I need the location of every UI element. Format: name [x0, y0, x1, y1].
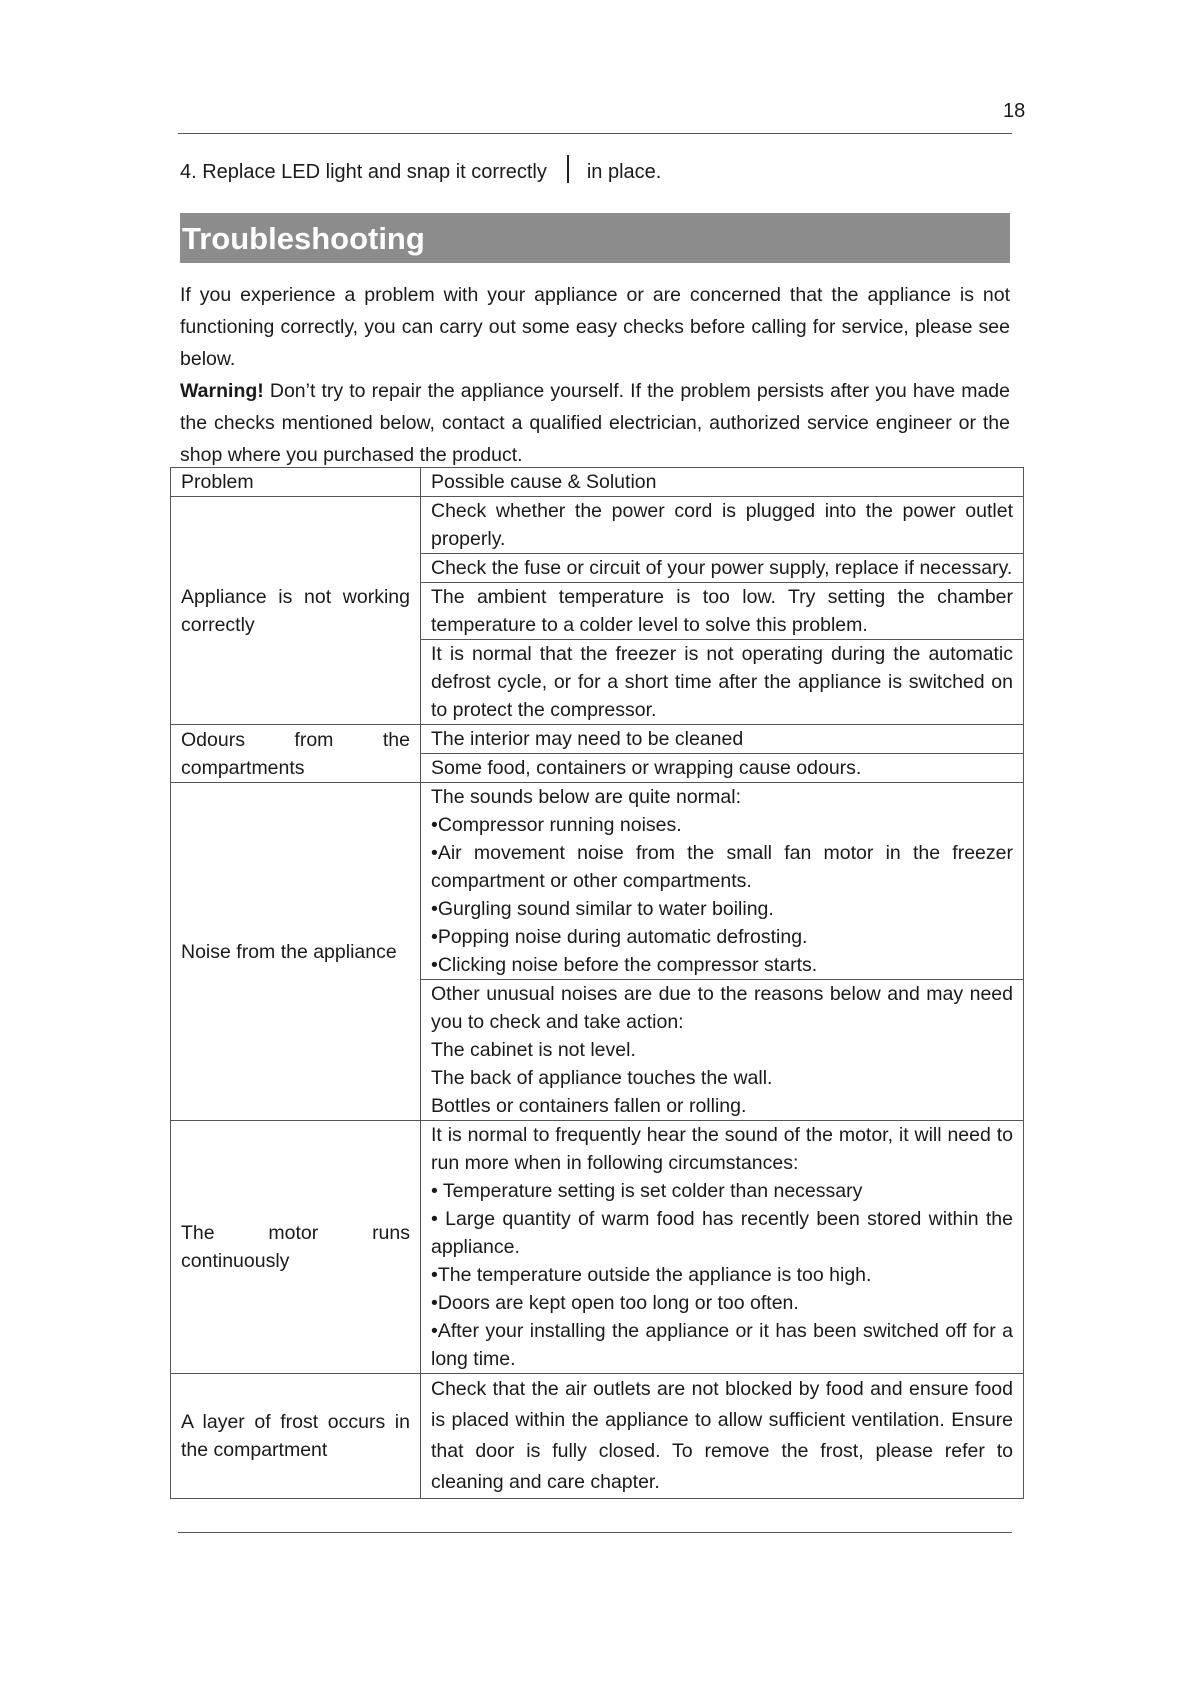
bottom-rule: [178, 1532, 1012, 1533]
solution-cell: [421, 754, 1024, 783]
header-problem: Problem: [171, 468, 421, 497]
table-row: [171, 725, 1024, 754]
solution-cell: [421, 1374, 1024, 1499]
solution-cell: [421, 783, 1024, 980]
table-row: [171, 783, 1024, 980]
section-header-bar: [180, 213, 1010, 263]
solution-line: • Temperature setting is set colder than necessary: [431, 1180, 863, 1202]
problem-cell: Odours from the compartments: [171, 725, 421, 783]
solution-line: •Compressor running noises.: [431, 814, 682, 836]
solution-line: Some food, containers or wrapping cause odours.: [431, 757, 862, 779]
solution-line: •After your installing the appliance or it has been switched off for a long time.: [431, 1320, 1013, 1370]
solution-line: •Gurgling sound similar to water boiling.: [431, 898, 774, 920]
solution-cell: [421, 980, 1024, 1121]
solution-line: •Air movement noise from the small fan motor in the freezer compartment or other compartments.: [431, 842, 1013, 892]
solution-cell: [421, 1121, 1024, 1374]
step-instruction: [180, 155, 661, 184]
problem-cell: The motor runs continuously: [171, 1121, 421, 1374]
solution-cell: [421, 583, 1024, 640]
header-solution: Possible cause & Solution: [421, 468, 1024, 497]
solution-line: The ambient temperature is too low. Try setting the chamber temperature to a colder level to solve this problem.: [431, 586, 1013, 636]
solution-line: •Popping noise during automatic defrosting.: [431, 926, 808, 948]
section-title: Troubleshooting: [182, 221, 425, 256]
solution-line: •Doors are kept open too long or too often.: [431, 1292, 799, 1314]
warning-label: Warning!: [180, 380, 264, 402]
solution-line: •Clicking noise before the compressor starts.: [431, 954, 818, 976]
step-text-end: in place.: [586, 161, 662, 183]
intro-text: If you experience a problem with your appliance or are concerned that the appliance is not functioning correctly, you can carry out some easy checks before calling for service, please see below.: [180, 284, 1010, 370]
solution-line: The interior may need to be cleaned: [431, 728, 744, 750]
warning-text: Don’t try to repair the appliance yourself. If the problem persists after you have made the checks mentioned below, contact a qualified electrician, authorized service engineer or the shop where you purchased the product.: [180, 380, 1010, 466]
intro-paragraph: [180, 279, 1010, 471]
troubleshooting-table: [170, 467, 1024, 1499]
solution-cell: [421, 497, 1024, 554]
solution-line: Check the fuse or circuit of your power supply, replace if necessary.: [431, 557, 1013, 579]
problem-cell: Noise from the appliance: [171, 783, 421, 1121]
problem-cell: A layer of frost occurs in the compartment: [171, 1374, 421, 1499]
solution-cell: [421, 554, 1024, 583]
top-rule: [178, 133, 1012, 134]
solution-line: Bottles or containers fallen or rolling.: [431, 1095, 747, 1117]
solution-line: • Large quantity of warm food has recently been stored within the appliance.: [431, 1208, 1013, 1258]
solution-line: Other unusual noises are due to the reasons below and may need you to check and take action:: [431, 983, 1013, 1033]
problem-cell: Appliance is not working correctly: [171, 497, 421, 725]
solution-cell: [421, 640, 1024, 725]
page-number: 18: [1003, 100, 1026, 122]
solution-line: It is normal to frequently hear the sound of the motor, it will need to run more when in following circumstances:: [431, 1124, 1013, 1174]
solution-line: Check that the air outlets are not blocked by food and ensure food is placed within the appliance to allow sufficient ventilation. Ensure that door is fully closed. To remove the frost, please refer to cleaning and care chapter.: [431, 1378, 1013, 1493]
solution-line: Check whether the power cord is plugged into the power outlet properly.: [431, 500, 1013, 550]
solution-line: The back of appliance touches the wall.: [431, 1067, 773, 1089]
table-row: [171, 1121, 1024, 1374]
solution-line: It is normal that the freezer is not operating during the automatic defrost cycle, or for a short time after the appliance is switched on to protect the compressor.: [431, 643, 1013, 721]
step-separator: [567, 155, 569, 183]
table-row: [171, 1374, 1024, 1499]
solution-line: The sounds below are quite normal:: [431, 786, 742, 808]
solution-line: The cabinet is not level.: [431, 1039, 636, 1061]
table-header-row: [171, 468, 1024, 497]
step-text: 4. Replace LED light and snap it correctly: [180, 161, 547, 183]
solution-cell: [421, 725, 1024, 754]
solution-line: •The temperature outside the appliance is too high.: [431, 1264, 872, 1286]
table-row: [171, 497, 1024, 554]
